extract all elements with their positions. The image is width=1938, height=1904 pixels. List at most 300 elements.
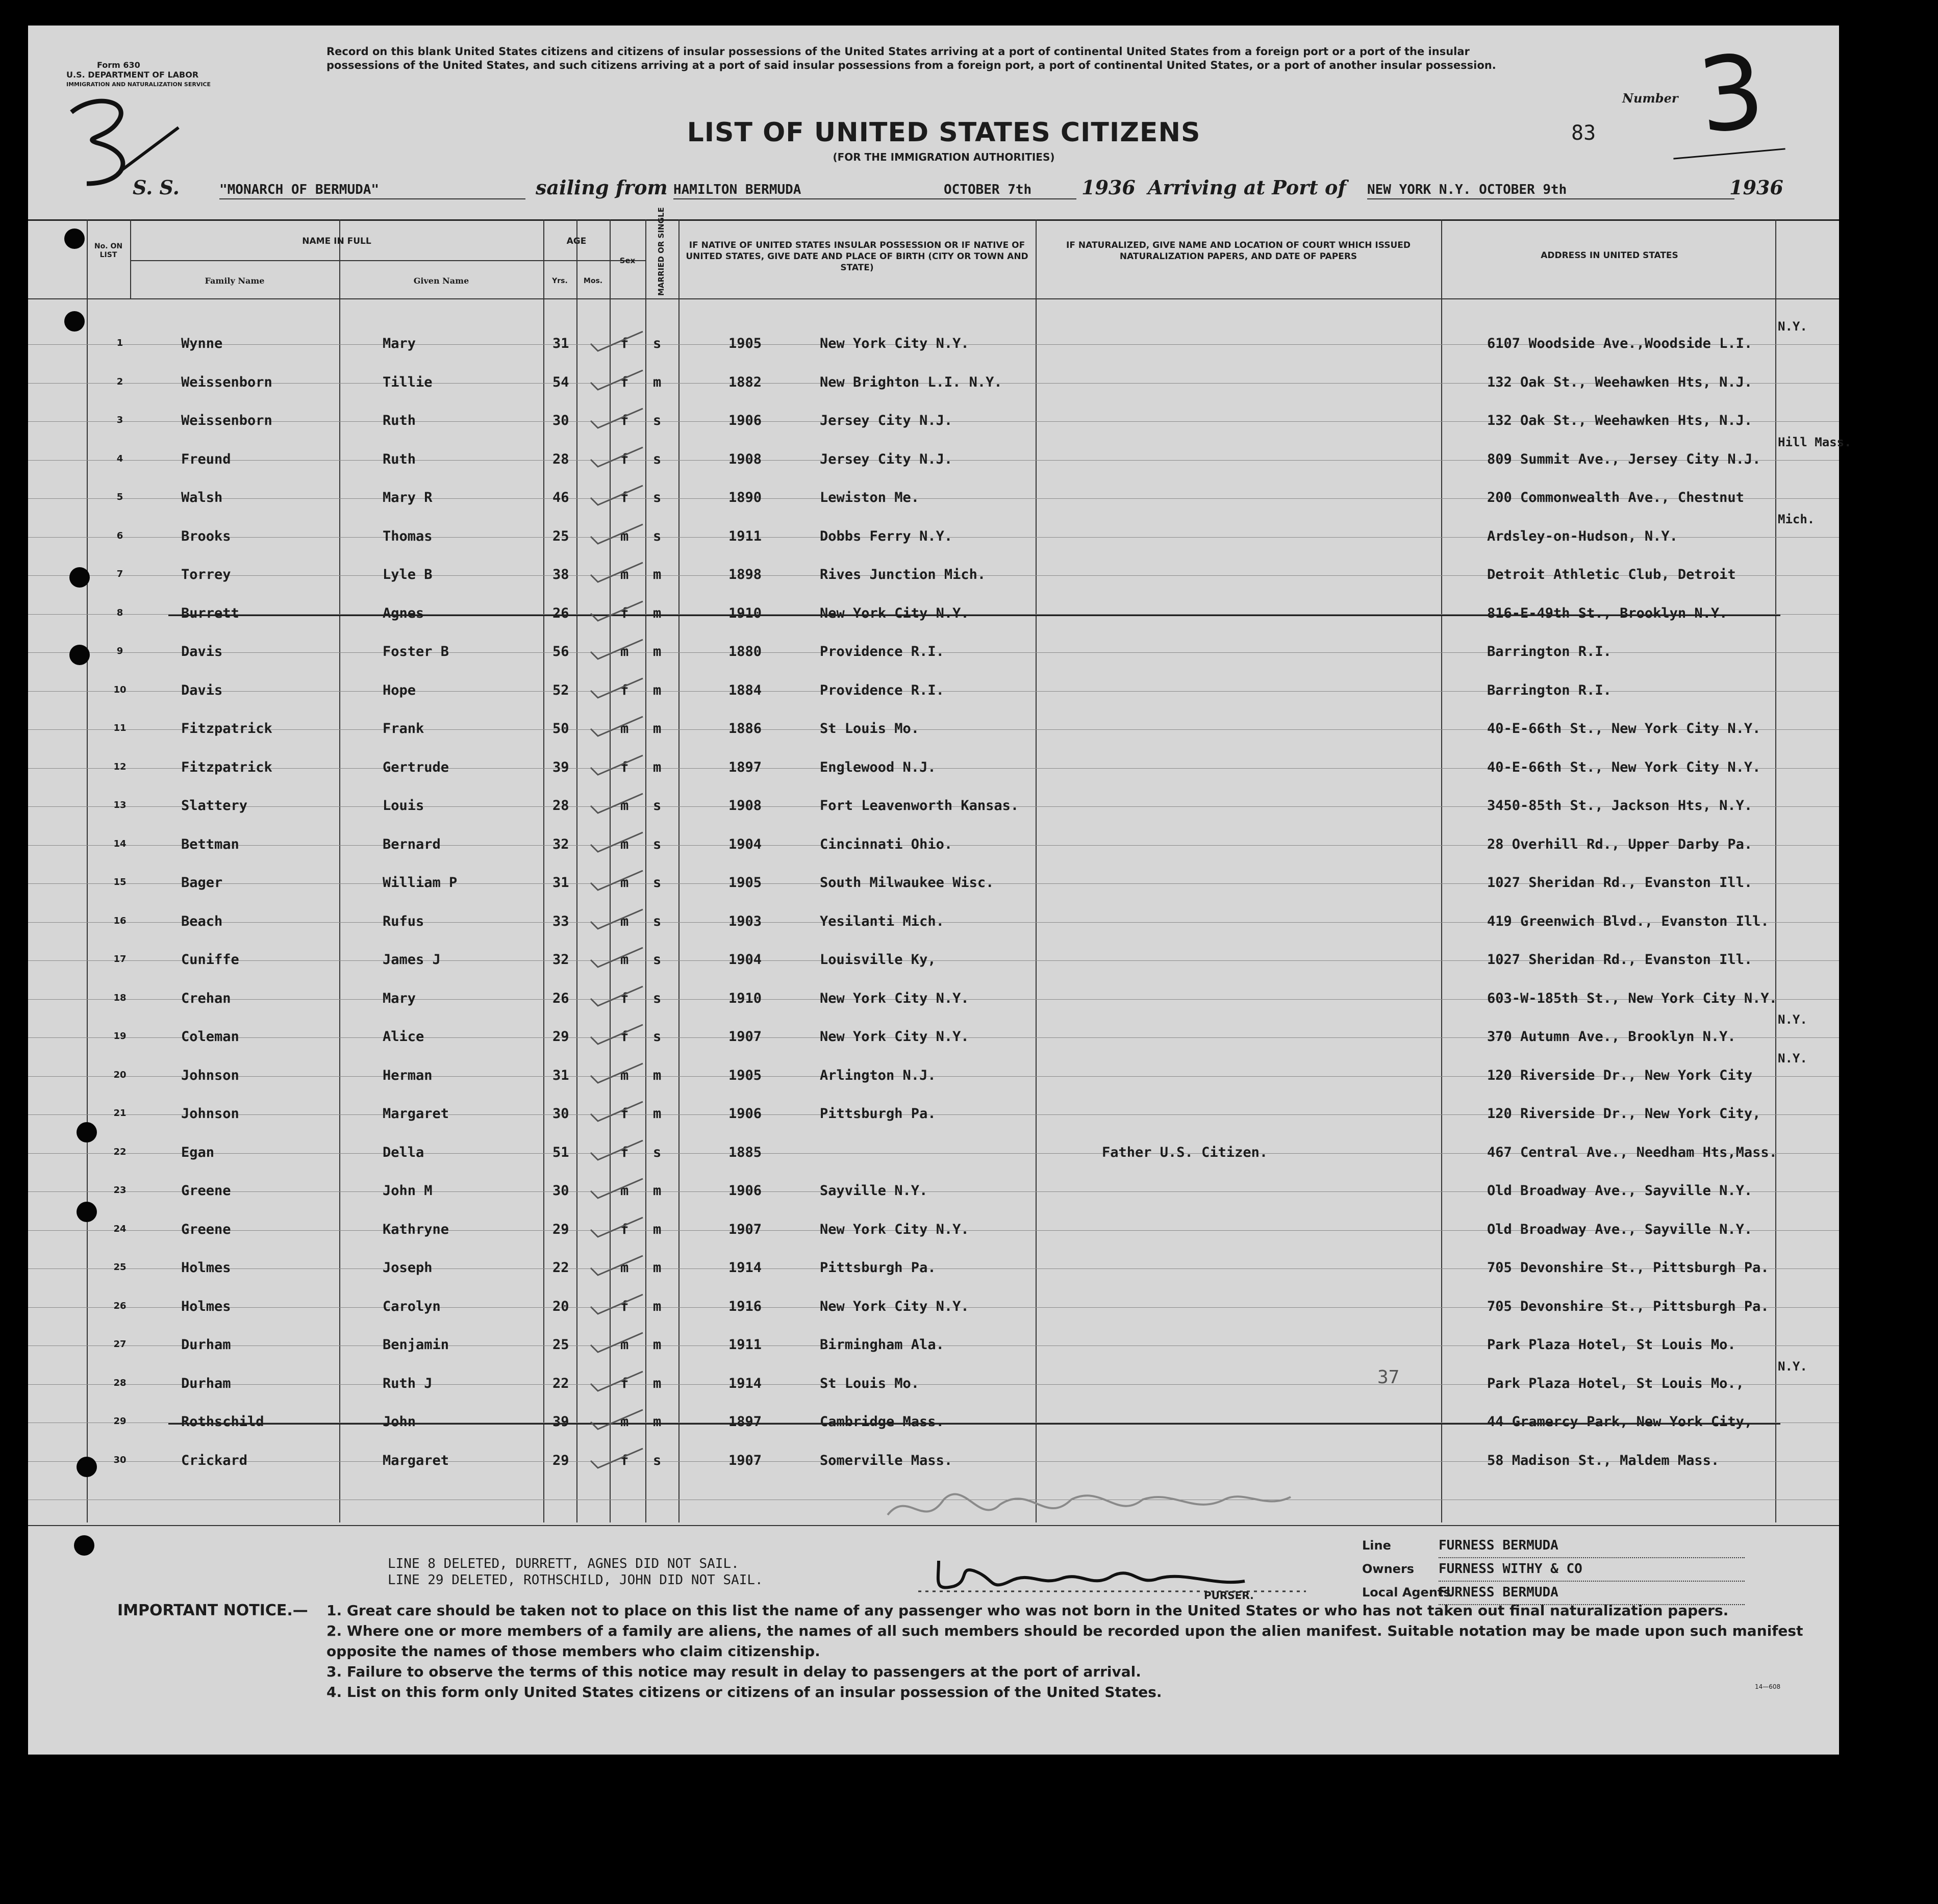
birth-year: 1906 xyxy=(728,1183,762,1199)
birth-year: 1905 xyxy=(728,1067,762,1083)
given-name: Carolyn xyxy=(383,1298,441,1314)
birth-year: 1886 xyxy=(728,721,762,737)
given-name: Mary xyxy=(383,336,416,351)
line-number: 5 xyxy=(116,492,123,502)
marital-status: s xyxy=(653,990,662,1006)
stamp-number: 37 xyxy=(1377,1367,1400,1388)
col-divider xyxy=(678,219,679,1522)
birth-year: 1898 xyxy=(728,567,762,582)
check-mark-icon xyxy=(587,791,648,816)
line-number: 20 xyxy=(113,1069,127,1080)
address-overflow: Mich. xyxy=(1778,512,1815,526)
check-mark-icon xyxy=(587,560,648,585)
family-name: Wynne xyxy=(181,336,223,351)
family-name: Davis xyxy=(181,682,223,698)
sex: f xyxy=(620,990,629,1006)
punch-hole xyxy=(64,311,85,332)
sex: f xyxy=(620,1375,629,1391)
age-years: 31 xyxy=(552,875,569,891)
address: 132 Oak St., Weehawken Hts, N.J. xyxy=(1487,413,1753,428)
birth-year: 1908 xyxy=(728,451,762,467)
address: 603-W-185th St., New York City N.Y. xyxy=(1487,990,1777,1006)
given-name: Ruth J xyxy=(383,1375,433,1391)
sex: m xyxy=(620,1183,629,1199)
birth-place: Jersey City N.J. xyxy=(820,413,953,428)
given-name: Mary R xyxy=(383,490,433,505)
age-years: 39 xyxy=(552,1414,569,1430)
birth-year: 1880 xyxy=(728,644,762,659)
arrival-year: 1936 xyxy=(1729,176,1783,199)
family-name: Egan xyxy=(181,1144,215,1160)
check-mark-icon xyxy=(587,444,648,470)
line-number: 28 xyxy=(113,1377,127,1388)
given-name: Frank xyxy=(383,721,424,737)
address: 120 Riverside Dr., New York City, xyxy=(1487,1106,1761,1122)
family-name: Bager xyxy=(181,875,223,891)
birth-year: 1890 xyxy=(728,490,762,505)
address: Barrington R.I. xyxy=(1487,644,1612,659)
family-name: Davis xyxy=(181,644,223,659)
marital-status: s xyxy=(653,336,662,351)
address: 6107 Woodside Ave.,Woodside L.I. xyxy=(1487,336,1753,351)
family-name: Crehan xyxy=(181,990,231,1006)
line-number: 22 xyxy=(113,1146,127,1157)
age-years: 28 xyxy=(552,798,569,814)
marital-status: s xyxy=(653,875,662,891)
check-mark-icon xyxy=(587,983,648,1009)
col-header-sex: Sex xyxy=(619,256,636,265)
line-number: 18 xyxy=(113,992,127,1003)
marital-status: s xyxy=(653,413,662,428)
sex: f xyxy=(620,451,629,467)
check-mark-icon xyxy=(587,829,648,855)
family-name: Slattery xyxy=(181,798,248,814)
birth-place: Dobbs Ferry N.Y. xyxy=(820,528,953,544)
age-years: 38 xyxy=(552,567,569,582)
age-years: 31 xyxy=(552,336,569,351)
notice-item-4: 4. List on this form only United States citizens or citizens of an insular possession of the United States. xyxy=(326,1684,1162,1700)
punch-hole xyxy=(74,1535,94,1556)
birth-place: Providence R.I. xyxy=(820,644,944,659)
birth-year: 1910 xyxy=(728,990,762,1006)
sex: f xyxy=(620,413,629,428)
check-mark-icon xyxy=(587,1060,648,1086)
age-years: 26 xyxy=(552,990,569,1006)
address: 705 Devonshire St., Pittsburgh Pa. xyxy=(1487,1260,1769,1276)
sex: f xyxy=(620,1298,629,1314)
family-name: Fitzpatrick xyxy=(181,721,272,737)
family-name: Weissenborn xyxy=(181,374,272,390)
page-title: LIST OF UNITED STATES CITIZENS xyxy=(687,117,1201,148)
marital-status: m xyxy=(653,759,662,775)
given-name: Margaret xyxy=(383,1452,449,1468)
instructions-text: Record on this blank United States citizens and citizens of insular possessions of the United States arriving at a port of continental United States from a foreign port or a port of the insular possessions of the United States, and such citizens arriving at a port of said insular possessions from a foreign port, a port of continental United States, or a port of another insular possession. xyxy=(326,45,1496,71)
address: 3450-85th St., Jackson Hts, N.Y. xyxy=(1487,798,1753,814)
birth-year: 1884 xyxy=(728,682,762,698)
owners-label: Owners xyxy=(1362,1562,1415,1576)
marital-status: m xyxy=(653,1414,662,1430)
age-years: 30 xyxy=(552,413,569,428)
notice-item-2: 2. Where one or more members of a family are aliens, the names of all such members should be recorded upon the alien manifest. Suitable notation may be made upon such manifest opposite the names of those members who claim citizenship. xyxy=(326,1622,1803,1660)
punch-hole xyxy=(69,567,90,588)
deletion-notes xyxy=(388,1556,763,1588)
marital-status: m xyxy=(653,1106,662,1122)
form-code: 14—608 xyxy=(1755,1683,1781,1690)
address: Old Broadway Ave., Sayville N.Y. xyxy=(1487,1183,1753,1199)
line-number: 17 xyxy=(113,954,127,964)
given-name: Louis xyxy=(383,798,424,814)
address: Barrington R.I. xyxy=(1487,682,1612,698)
birth-place: Pittsburgh Pa. xyxy=(820,1260,936,1276)
age-years: 32 xyxy=(552,952,569,968)
family-name: Greene xyxy=(181,1221,231,1237)
sex: f xyxy=(620,605,629,621)
address: 816-E-49th St., Brooklyn N.Y. xyxy=(1487,605,1728,621)
ship-agents-block xyxy=(1362,1534,1582,1604)
owners-value: FURNESS WITHY & CO xyxy=(1439,1557,1745,1582)
line-number: 24 xyxy=(113,1223,127,1234)
given-name: Mary xyxy=(383,990,416,1006)
punch-hole xyxy=(69,645,90,665)
birth-place: New York City N.Y. xyxy=(820,605,969,621)
check-mark-icon xyxy=(587,1368,648,1394)
check-mark-icon xyxy=(587,637,648,662)
check-mark-icon xyxy=(587,945,648,970)
address: 467 Central Ave., Needham Hts,Mass. xyxy=(1487,1144,1777,1160)
check-mark-icon xyxy=(587,1291,648,1317)
col-header-yrs: Yrs. xyxy=(552,277,568,285)
page-subtitle: (FOR THE IMMIGRATION AUTHORITIES) xyxy=(833,151,1055,163)
col-divider xyxy=(576,219,577,1522)
given-name: Joseph xyxy=(383,1260,433,1276)
birth-place: New York City N.Y. xyxy=(820,1221,969,1237)
age-years: 32 xyxy=(552,836,569,852)
family-name: Durham xyxy=(181,1337,231,1353)
birth-year: 1911 xyxy=(728,528,762,544)
birth-place: South Milwaukee Wisc. xyxy=(820,875,994,891)
check-mark-icon xyxy=(587,1099,648,1124)
ship-name: "MONARCH OF BERMUDA" xyxy=(219,182,525,199)
sex: m xyxy=(620,875,629,891)
birth-place: New York City N.Y. xyxy=(820,1029,969,1045)
sex: f xyxy=(620,490,629,505)
sex: m xyxy=(620,567,629,582)
col-header-given: Given Name xyxy=(413,276,469,286)
marital-status: s xyxy=(653,528,662,544)
age-years: 30 xyxy=(552,1106,569,1122)
address-overflow: N.Y. xyxy=(1778,1051,1807,1065)
marital-status: s xyxy=(653,913,662,929)
strike-through-line xyxy=(168,1423,1780,1425)
arrival-port: NEW YORK N.Y. OCTOBER 9th xyxy=(1367,182,1734,199)
marital-status: m xyxy=(653,1298,662,1314)
sex: m xyxy=(620,952,629,968)
birth-place: Cambridge Mass. xyxy=(820,1414,944,1430)
local-agents-value: FURNESS BERMUDA xyxy=(1439,1581,1745,1605)
punch-hole xyxy=(77,1457,97,1477)
age-years: 25 xyxy=(552,1337,569,1353)
address: Park Plaza Hotel, St Louis Mo. xyxy=(1487,1337,1736,1353)
address: Park Plaza Hotel, St Louis Mo., xyxy=(1487,1375,1744,1391)
birth-year: 1882 xyxy=(728,374,762,390)
family-name: Burrett xyxy=(181,605,239,621)
line-number: 23 xyxy=(113,1185,127,1196)
col-divider xyxy=(87,219,88,1522)
birth-year: 1897 xyxy=(728,759,762,775)
punch-hole xyxy=(64,229,85,249)
departure-date: OCTOBER 7th xyxy=(944,182,1076,199)
note-line-8: LINE 8 DELETED, DURRETT, AGNES DID NOT SAIL. xyxy=(388,1556,739,1571)
sailing-label: sailing from xyxy=(536,176,668,199)
punch-hole xyxy=(77,1122,97,1143)
age-years: 29 xyxy=(552,1221,569,1237)
line-number: 29 xyxy=(113,1416,127,1427)
line-number: 8 xyxy=(116,607,123,618)
check-mark-icon xyxy=(587,521,648,547)
age-years: 52 xyxy=(552,682,569,698)
line-number: 19 xyxy=(113,1031,127,1042)
birth-place: St Louis Mo. xyxy=(820,721,920,737)
birth-place: New York City N.Y. xyxy=(820,990,969,1006)
col-header-no: No. ON LIST xyxy=(94,242,123,259)
address: Detroit Athletic Club, Detroit xyxy=(1487,567,1736,582)
given-name: Lyle B xyxy=(383,567,433,582)
line-number: 3 xyxy=(116,415,123,425)
age-years: 50 xyxy=(552,721,569,737)
family-name: Fitzpatrick xyxy=(181,759,272,775)
sex: m xyxy=(620,798,629,814)
birth-place: Rives Junction Mich. xyxy=(820,567,986,582)
given-name: Agnes xyxy=(383,605,424,621)
col-header-naturalized: IF NATURALIZED, GIVE NAME AND LOCATION OF COURT WHICH ISSUED NATURALIZATION PAPERS, AND DATE OF PAPERS xyxy=(1066,240,1411,262)
address: 705 Devonshire St., Pittsburgh Pa. xyxy=(1487,1298,1769,1314)
age-years: 28 xyxy=(552,451,569,467)
address: 44 Gramercy Park, New York City, xyxy=(1487,1414,1753,1430)
notice-item-1: 1. Great care should be taken not to place on this list the name of any passenger who was not born in the United States or who has not taken out final naturalization papers. xyxy=(326,1602,1729,1619)
sex: f xyxy=(620,1221,629,1237)
col-header-mos: Mos. xyxy=(583,277,603,285)
given-name: Kathryne xyxy=(383,1221,449,1237)
marital-status: m xyxy=(653,1337,662,1353)
department-name: U.S. DEPARTMENT OF LABOR xyxy=(66,70,199,80)
address: 40-E-66th St., New York City N.Y. xyxy=(1487,759,1761,775)
col-divider xyxy=(543,219,544,1522)
list-number: 3 xyxy=(1693,31,1770,157)
address-overflow: N.Y. xyxy=(1778,1359,1807,1374)
ss-label: S. S. xyxy=(133,176,180,199)
family-name: Bettman xyxy=(181,836,239,852)
line-number: 7 xyxy=(116,569,123,579)
age-years: 54 xyxy=(552,374,569,390)
age-years: 22 xyxy=(552,1260,569,1276)
check-mark-icon xyxy=(587,483,648,508)
sex: m xyxy=(620,721,629,737)
given-name: Foster B xyxy=(383,644,449,659)
address-overflow: Hill Mass. xyxy=(1778,435,1852,449)
col-divider xyxy=(1036,219,1037,1522)
given-name: William P xyxy=(383,875,458,891)
col-divider xyxy=(1441,219,1442,1522)
given-name: John M xyxy=(383,1183,433,1199)
age-years: 29 xyxy=(552,1452,569,1468)
family-name: Torrey xyxy=(181,567,231,582)
address: 120 Riverside Dr., New York City xyxy=(1487,1067,1753,1083)
birth-year: 1904 xyxy=(728,952,762,968)
given-name: James J xyxy=(383,952,441,968)
col-header-birth: IF NATIVE OF UNITED STATES INSULAR POSSESSION OR IF NATIVE OF UNITED STATES, GIVE DATE AND PLACE OF BIRTH (CITY OR TOWN AND STATE) xyxy=(686,240,1028,273)
table-top-rule xyxy=(28,219,1839,221)
family-name: Rothschild xyxy=(181,1414,264,1430)
check-mark-icon xyxy=(587,1445,648,1471)
purser-label: PURSER. xyxy=(1204,1589,1254,1602)
check-mark-icon xyxy=(587,1330,648,1355)
birth-place: Lewiston Me. xyxy=(820,490,920,505)
note-line-29: LINE 29 DELETED, ROTHSCHILD, JOHN DID NOT SAIL. xyxy=(388,1572,763,1588)
sex: m xyxy=(620,913,629,929)
family-name: Johnson xyxy=(181,1067,239,1083)
family-name: Walsh xyxy=(181,490,223,505)
birth-place: Fort Leavenworth Kansas. xyxy=(820,798,1019,814)
age-years: 29 xyxy=(552,1029,569,1045)
family-name: Coleman xyxy=(181,1029,239,1045)
age-years: 46 xyxy=(552,490,569,505)
strike-through-line xyxy=(168,615,1780,616)
given-name: Ruth xyxy=(383,413,416,428)
address: 132 Oak St., Weehawken Hts, N.J. xyxy=(1487,374,1753,390)
voyage-line xyxy=(133,176,1796,207)
address-overflow: N.Y. xyxy=(1778,1012,1807,1027)
check-mark-icon xyxy=(587,906,648,932)
marital-status: s xyxy=(653,798,662,814)
marital-status: m xyxy=(653,1221,662,1237)
marital-status: s xyxy=(653,836,662,852)
age-years: 33 xyxy=(552,913,569,929)
given-name: Hope xyxy=(383,682,416,698)
birth-year: 1907 xyxy=(728,1452,762,1468)
address: 809 Summit Ave., Jersey City N.J. xyxy=(1487,451,1761,467)
sheet-number: 83 xyxy=(1571,121,1596,145)
marital-status: m xyxy=(653,644,662,659)
birth-place: Birmingham Ala. xyxy=(820,1337,944,1353)
sex: f xyxy=(620,1106,629,1122)
family-name: Johnson xyxy=(181,1106,239,1122)
line-number: 30 xyxy=(113,1454,127,1465)
sex: f xyxy=(620,759,629,775)
check-mark-icon xyxy=(587,367,648,393)
birth-place: Pittsburgh Pa. xyxy=(820,1106,936,1122)
form-number: Form 630 xyxy=(97,60,140,70)
line-label: Line xyxy=(1362,1538,1391,1553)
check-mark-icon xyxy=(587,675,648,701)
age-years: 22 xyxy=(552,1375,569,1391)
age-years: 30 xyxy=(552,1183,569,1199)
marital-status: s xyxy=(653,1452,662,1468)
marital-status: m xyxy=(653,721,662,737)
family-name: Brooks xyxy=(181,528,231,544)
birth-place: Sayville N.Y. xyxy=(820,1183,928,1199)
line-number: 10 xyxy=(113,684,127,695)
birth-place: Cincinnati Ohio. xyxy=(820,836,953,852)
address: 200 Commonwealth Ave., Chestnut xyxy=(1487,490,1744,505)
age-years: 56 xyxy=(552,644,569,659)
line-number: 16 xyxy=(113,915,127,926)
col-header-address: ADDRESS IN UNITED STATES xyxy=(1541,250,1678,261)
birth-year: 1903 xyxy=(728,913,762,929)
naturalization-info: Father U.S. Citizen. xyxy=(1102,1144,1268,1160)
birth-year: 1885 xyxy=(728,1144,762,1160)
line-number: 11 xyxy=(113,723,127,733)
address: 370 Autumn Ave., Brooklyn N.Y. xyxy=(1487,1029,1736,1045)
marital-status: m xyxy=(653,567,662,582)
family-name: Beach xyxy=(181,913,223,929)
handwritten-inspector-note xyxy=(877,1469,1301,1540)
birth-year: 1904 xyxy=(728,836,762,852)
line-number: 26 xyxy=(113,1300,127,1311)
line-number: 21 xyxy=(113,1108,127,1119)
line-number: 13 xyxy=(113,800,127,810)
check-mark-icon xyxy=(587,1214,648,1240)
birth-place: New York City N.Y. xyxy=(820,336,969,351)
sex: m xyxy=(620,1337,629,1353)
local-agents-label: Local Agents xyxy=(1362,1585,1451,1600)
given-name: Herman xyxy=(383,1067,433,1083)
check-mark-icon xyxy=(587,598,648,624)
address: 28 Overhill Rd., Upper Darby Pa. xyxy=(1487,836,1753,852)
sex: f xyxy=(620,336,629,351)
line-number: 15 xyxy=(113,877,127,887)
sex: m xyxy=(620,528,629,544)
col-divider xyxy=(1775,219,1776,1522)
given-name: Benjamin xyxy=(383,1337,449,1353)
family-name: Greene xyxy=(181,1183,231,1199)
birth-year: 1907 xyxy=(728,1221,762,1237)
address: Old Broadway Ave., Sayville N.Y. xyxy=(1487,1221,1753,1237)
given-name: Ruth xyxy=(383,451,416,467)
given-name: John xyxy=(383,1414,416,1430)
birth-place: Arlington N.J. xyxy=(820,1067,936,1083)
sex: m xyxy=(620,1067,629,1083)
birth-year: 1908 xyxy=(728,798,762,814)
birth-year: 1907 xyxy=(728,1029,762,1045)
given-name: Gertrude xyxy=(383,759,449,775)
line-number: 14 xyxy=(113,838,127,849)
age-years: 20 xyxy=(552,1298,569,1314)
sex: m xyxy=(620,1414,629,1430)
line-number: 4 xyxy=(116,453,123,464)
given-name: Bernard xyxy=(383,836,441,852)
address: 419 Greenwich Blvd., Evanston Ill. xyxy=(1487,913,1769,929)
age-years: 51 xyxy=(552,1144,569,1160)
departure-port: HAMILTON BERMUDA xyxy=(673,182,944,199)
col-header-age: AGE xyxy=(566,236,587,246)
line-value: FURNESS BERMUDA xyxy=(1439,1534,1745,1558)
given-name: Tillie xyxy=(383,374,433,390)
marital-status: m xyxy=(653,374,662,390)
address: 1027 Sheridan Rd., Evanston Ill. xyxy=(1487,952,1753,968)
birth-year: 1910 xyxy=(728,605,762,621)
check-mark-icon xyxy=(587,405,648,431)
check-mark-icon xyxy=(587,1176,648,1201)
marital-status: m xyxy=(653,605,662,621)
marital-status: m xyxy=(653,682,662,698)
marital-status: m xyxy=(653,1375,662,1391)
marital-status: m xyxy=(653,1067,662,1083)
address: 1027 Sheridan Rd., Evanston Ill. xyxy=(1487,875,1753,891)
form-identifier xyxy=(66,60,211,89)
birth-place: Englewood N.J. xyxy=(820,759,936,775)
col-header-family: Family Name xyxy=(205,276,265,286)
line-number: 2 xyxy=(116,376,123,387)
